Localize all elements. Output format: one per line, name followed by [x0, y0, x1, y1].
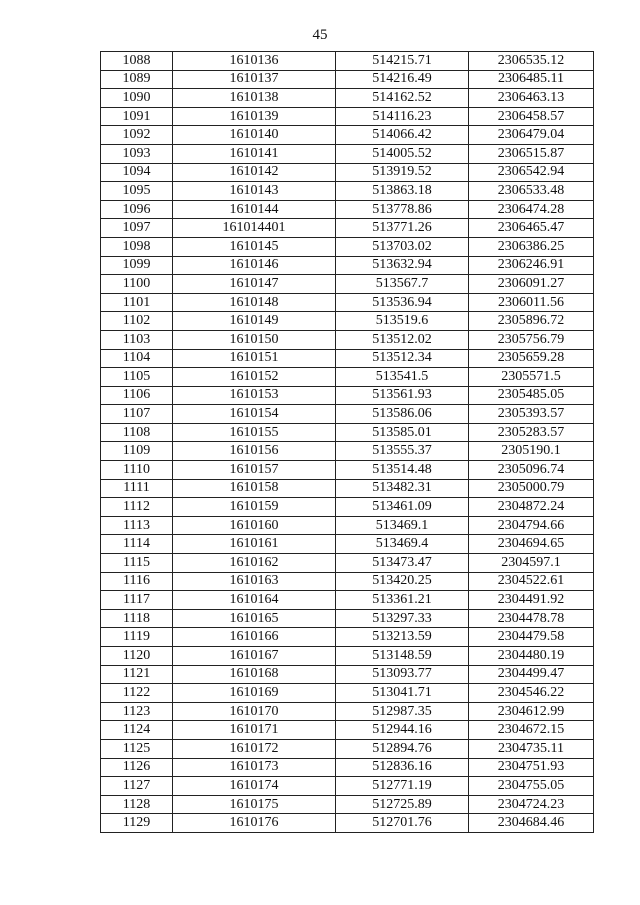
y-coordinate-cell: 2304684.46: [469, 814, 594, 833]
x-coordinate-cell: 513536.94: [336, 293, 469, 312]
point-id-cell: 1610156: [173, 442, 336, 461]
y-coordinate-cell: 2305000.79: [469, 479, 594, 498]
table-body: [101, 52, 594, 833]
table-row: [101, 702, 594, 721]
table-row: [101, 70, 594, 89]
y-coordinate-cell: 2304491.92: [469, 591, 594, 610]
table-row: [101, 684, 594, 703]
point-id-cell: 1610160: [173, 516, 336, 535]
table-row: [101, 293, 594, 312]
row-number-cell: 1102: [101, 312, 173, 331]
table-row: [101, 628, 594, 647]
x-coordinate-cell: 514066.42: [336, 126, 469, 145]
point-id-cell: 1610168: [173, 665, 336, 684]
point-id-cell: 1610151: [173, 349, 336, 368]
y-coordinate-cell: 2304597.1: [469, 554, 594, 573]
table-row: [101, 219, 594, 238]
x-coordinate-cell: 513561.93: [336, 386, 469, 405]
point-id-cell: 1610140: [173, 126, 336, 145]
point-id-cell: 161014401: [173, 219, 336, 238]
x-coordinate-cell: 513297.33: [336, 609, 469, 628]
table-row: [101, 591, 594, 610]
row-number-cell: 1089: [101, 70, 173, 89]
row-number-cell: 1118: [101, 609, 173, 628]
row-number-cell: 1115: [101, 554, 173, 573]
x-coordinate-cell: 513863.18: [336, 182, 469, 201]
table-row: [101, 461, 594, 480]
y-coordinate-cell: 2306533.48: [469, 182, 594, 201]
row-number-cell: 1110: [101, 461, 173, 480]
table-row: [101, 479, 594, 498]
table-row: [101, 516, 594, 535]
row-number-cell: 1116: [101, 572, 173, 591]
y-coordinate-cell: 2304546.22: [469, 684, 594, 703]
table-row: [101, 777, 594, 796]
y-coordinate-cell: 2306091.27: [469, 275, 594, 294]
y-coordinate-cell: 2306246.91: [469, 256, 594, 275]
x-coordinate-cell: 513512.02: [336, 330, 469, 349]
coordinates-table: [100, 51, 594, 833]
point-id-cell: 1610145: [173, 237, 336, 256]
x-coordinate-cell: 513585.01: [336, 423, 469, 442]
x-coordinate-cell: 514116.23: [336, 107, 469, 126]
x-coordinate-cell: 513512.34: [336, 349, 469, 368]
table-row: [101, 814, 594, 833]
point-id-cell: 1610166: [173, 628, 336, 647]
y-coordinate-cell: 2306465.47: [469, 219, 594, 238]
table-row: [101, 126, 594, 145]
y-coordinate-cell: 2304724.23: [469, 795, 594, 814]
y-coordinate-cell: 2304694.65: [469, 535, 594, 554]
x-coordinate-cell: 514005.52: [336, 144, 469, 163]
row-number-cell: 1114: [101, 535, 173, 554]
row-number-cell: 1092: [101, 126, 173, 145]
table-row: [101, 386, 594, 405]
point-id-cell: 1610172: [173, 739, 336, 758]
table-row: [101, 237, 594, 256]
y-coordinate-cell: 2306515.87: [469, 144, 594, 163]
x-coordinate-cell: 512771.19: [336, 777, 469, 796]
table-row: [101, 312, 594, 331]
table-row: [101, 256, 594, 275]
point-id-cell: 1610176: [173, 814, 336, 833]
point-id-cell: 1610146: [173, 256, 336, 275]
y-coordinate-cell: 2305190.1: [469, 442, 594, 461]
y-coordinate-cell: 2306542.94: [469, 163, 594, 182]
x-coordinate-cell: 513482.31: [336, 479, 469, 498]
point-id-cell: 1610143: [173, 182, 336, 201]
y-coordinate-cell: 2304751.93: [469, 758, 594, 777]
table-row: [101, 665, 594, 684]
point-id-cell: 1610171: [173, 721, 336, 740]
table-row: [101, 200, 594, 219]
row-number-cell: 1119: [101, 628, 173, 647]
table-row: [101, 423, 594, 442]
table-row: [101, 609, 594, 628]
y-coordinate-cell: 2306386.25: [469, 237, 594, 256]
point-id-cell: 1610157: [173, 461, 336, 480]
row-number-cell: 1126: [101, 758, 173, 777]
x-coordinate-cell: 513632.94: [336, 256, 469, 275]
row-number-cell: 1122: [101, 684, 173, 703]
y-coordinate-cell: 2304672.15: [469, 721, 594, 740]
point-id-cell: 1610142: [173, 163, 336, 182]
y-coordinate-cell: 2305393.57: [469, 405, 594, 424]
row-number-cell: 1106: [101, 386, 173, 405]
table-row: [101, 554, 594, 573]
row-number-cell: 1090: [101, 89, 173, 108]
y-coordinate-cell: 2306474.28: [469, 200, 594, 219]
point-id-cell: 1610175: [173, 795, 336, 814]
row-number-cell: 1088: [101, 52, 173, 71]
x-coordinate-cell: 512725.89: [336, 795, 469, 814]
y-coordinate-cell: 2305485.05: [469, 386, 594, 405]
row-number-cell: 1097: [101, 219, 173, 238]
point-id-cell: 1610163: [173, 572, 336, 591]
point-id-cell: 1610164: [173, 591, 336, 610]
row-number-cell: 1112: [101, 498, 173, 517]
row-number-cell: 1105: [101, 368, 173, 387]
row-number-cell: 1113: [101, 516, 173, 535]
row-number-cell: 1100: [101, 275, 173, 294]
x-coordinate-cell: 512987.35: [336, 702, 469, 721]
x-coordinate-cell: 513555.37: [336, 442, 469, 461]
table-row: [101, 182, 594, 201]
y-coordinate-cell: 2304872.24: [469, 498, 594, 517]
row-number-cell: 1096: [101, 200, 173, 219]
row-number-cell: 1129: [101, 814, 173, 833]
y-coordinate-cell: 2306479.04: [469, 126, 594, 145]
table-row: [101, 498, 594, 517]
table-row: [101, 405, 594, 424]
x-coordinate-cell: 512836.16: [336, 758, 469, 777]
x-coordinate-cell: 514216.49: [336, 70, 469, 89]
point-id-cell: 1610167: [173, 647, 336, 666]
y-coordinate-cell: 2305571.5: [469, 368, 594, 387]
table-row: [101, 163, 594, 182]
y-coordinate-cell: 2304479.58: [469, 628, 594, 647]
y-coordinate-cell: 2305096.74: [469, 461, 594, 480]
y-coordinate-cell: 2305896.72: [469, 312, 594, 331]
x-coordinate-cell: 513703.02: [336, 237, 469, 256]
point-id-cell: 1610162: [173, 554, 336, 573]
point-id-cell: 1610147: [173, 275, 336, 294]
x-coordinate-cell: 514162.52: [336, 89, 469, 108]
x-coordinate-cell: 513514.48: [336, 461, 469, 480]
point-id-cell: 1610170: [173, 702, 336, 721]
point-id-cell: 1610161: [173, 535, 336, 554]
row-number-cell: 1108: [101, 423, 173, 442]
point-id-cell: 1610169: [173, 684, 336, 703]
y-coordinate-cell: 2306011.56: [469, 293, 594, 312]
row-number-cell: 1099: [101, 256, 173, 275]
x-coordinate-cell: 513213.59: [336, 628, 469, 647]
point-id-cell: 1610148: [173, 293, 336, 312]
table-row: [101, 144, 594, 163]
table-row: [101, 330, 594, 349]
x-coordinate-cell: 513567.7: [336, 275, 469, 294]
table-row: [101, 721, 594, 740]
point-id-cell: 1610158: [173, 479, 336, 498]
point-id-cell: 1610152: [173, 368, 336, 387]
y-coordinate-cell: 2304755.05: [469, 777, 594, 796]
x-coordinate-cell: 513093.77: [336, 665, 469, 684]
row-number-cell: 1120: [101, 647, 173, 666]
y-coordinate-cell: 2305283.57: [469, 423, 594, 442]
y-coordinate-cell: 2304735.11: [469, 739, 594, 758]
table-row: [101, 795, 594, 814]
table-row: [101, 535, 594, 554]
row-number-cell: 1125: [101, 739, 173, 758]
x-coordinate-cell: 513469.1: [336, 516, 469, 535]
y-coordinate-cell: 2306535.12: [469, 52, 594, 71]
table-row: [101, 89, 594, 108]
x-coordinate-cell: 513778.86: [336, 200, 469, 219]
point-id-cell: 1610155: [173, 423, 336, 442]
point-id-cell: 1610159: [173, 498, 336, 517]
x-coordinate-cell: 513519.6: [336, 312, 469, 331]
x-coordinate-cell: 513148.59: [336, 647, 469, 666]
table-row: [101, 52, 594, 71]
y-coordinate-cell: 2305756.79: [469, 330, 594, 349]
y-coordinate-cell: 2306458.57: [469, 107, 594, 126]
y-coordinate-cell: 2304522.61: [469, 572, 594, 591]
row-number-cell: 1103: [101, 330, 173, 349]
x-coordinate-cell: 512894.76: [336, 739, 469, 758]
table-row: [101, 442, 594, 461]
page-number: 45: [312, 27, 328, 43]
y-coordinate-cell: 2304478.78: [469, 609, 594, 628]
point-id-cell: 1610144: [173, 200, 336, 219]
x-coordinate-cell: 513586.06: [336, 405, 469, 424]
x-coordinate-cell: 513541.5: [336, 368, 469, 387]
row-number-cell: 1111: [101, 479, 173, 498]
x-coordinate-cell: 514215.71: [336, 52, 469, 71]
row-number-cell: 1127: [101, 777, 173, 796]
table-row: [101, 758, 594, 777]
table-row: [101, 107, 594, 126]
y-coordinate-cell: 2306463.13: [469, 89, 594, 108]
row-number-cell: 1091: [101, 107, 173, 126]
x-coordinate-cell: 512701.76: [336, 814, 469, 833]
point-id-cell: 1610174: [173, 777, 336, 796]
point-id-cell: 1610173: [173, 758, 336, 777]
point-id-cell: 1610153: [173, 386, 336, 405]
point-id-cell: 1610138: [173, 89, 336, 108]
row-number-cell: 1104: [101, 349, 173, 368]
row-number-cell: 1095: [101, 182, 173, 201]
y-coordinate-cell: 2304794.66: [469, 516, 594, 535]
y-coordinate-cell: 2304499.47: [469, 665, 594, 684]
point-id-cell: 1610149: [173, 312, 336, 331]
point-id-cell: 1610154: [173, 405, 336, 424]
x-coordinate-cell: 513361.21: [336, 591, 469, 610]
row-number-cell: 1124: [101, 721, 173, 740]
row-number-cell: 1098: [101, 237, 173, 256]
y-coordinate-cell: 2306485.11: [469, 70, 594, 89]
row-number-cell: 1093: [101, 144, 173, 163]
row-number-cell: 1101: [101, 293, 173, 312]
row-number-cell: 1094: [101, 163, 173, 182]
table-row: [101, 647, 594, 666]
table-row: [101, 349, 594, 368]
y-coordinate-cell: 2304612.99: [469, 702, 594, 721]
x-coordinate-cell: 513469.4: [336, 535, 469, 554]
table-row: [101, 572, 594, 591]
point-id-cell: 1610136: [173, 52, 336, 71]
row-number-cell: 1128: [101, 795, 173, 814]
row-number-cell: 1107: [101, 405, 173, 424]
row-number-cell: 1117: [101, 591, 173, 610]
x-coordinate-cell: 512944.16: [336, 721, 469, 740]
point-id-cell: 1610137: [173, 70, 336, 89]
y-coordinate-cell: 2304480.19: [469, 647, 594, 666]
table-row: [101, 739, 594, 758]
x-coordinate-cell: 513771.26: [336, 219, 469, 238]
y-coordinate-cell: 2305659.28: [469, 349, 594, 368]
table-row: [101, 368, 594, 387]
row-number-cell: 1123: [101, 702, 173, 721]
row-number-cell: 1121: [101, 665, 173, 684]
point-id-cell: 1610141: [173, 144, 336, 163]
row-number-cell: 1109: [101, 442, 173, 461]
point-id-cell: 1610165: [173, 609, 336, 628]
x-coordinate-cell: 513473.47: [336, 554, 469, 573]
x-coordinate-cell: 513461.09: [336, 498, 469, 517]
table-row: [101, 275, 594, 294]
x-coordinate-cell: 513420.25: [336, 572, 469, 591]
point-id-cell: 1610139: [173, 107, 336, 126]
x-coordinate-cell: 513919.52: [336, 163, 469, 182]
x-coordinate-cell: 513041.71: [336, 684, 469, 703]
point-id-cell: 1610150: [173, 330, 336, 349]
